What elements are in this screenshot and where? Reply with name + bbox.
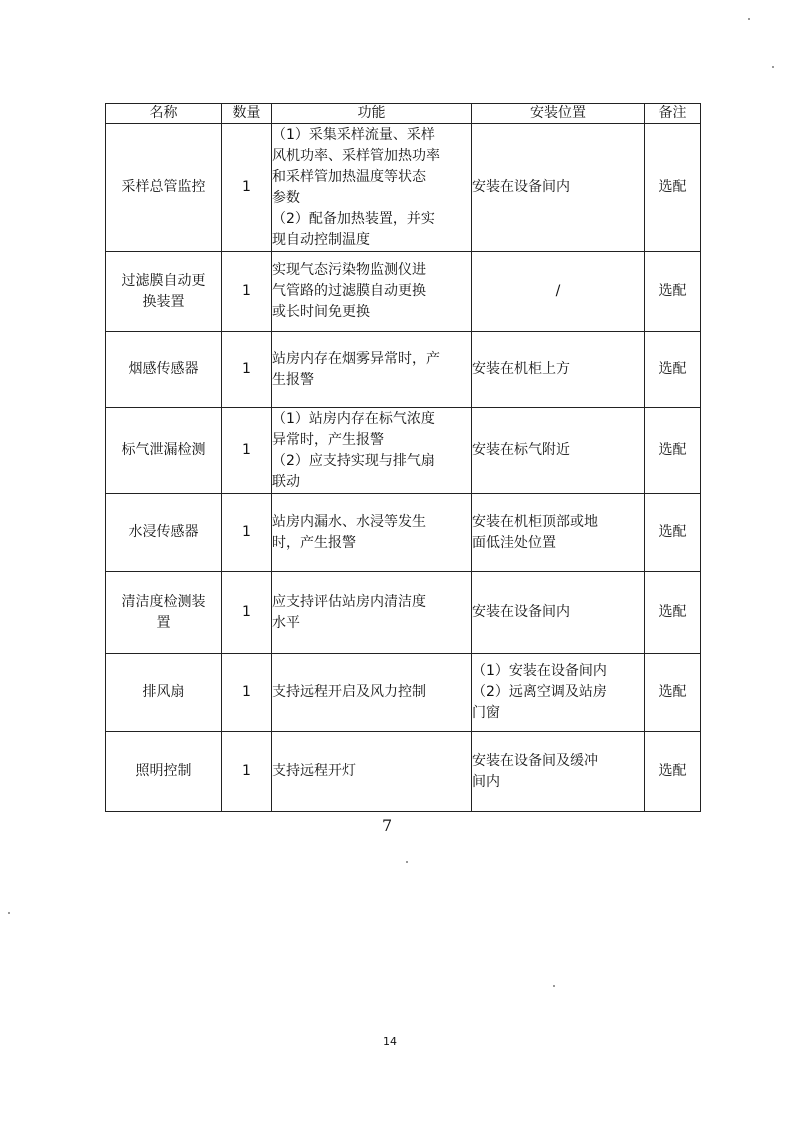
table-row	[106, 408, 701, 494]
cell-note: 选配	[645, 572, 701, 654]
table-row	[106, 732, 701, 812]
cell-qty: 1	[222, 252, 272, 332]
cell-name: 采样总管监控	[106, 124, 222, 252]
table-row	[106, 572, 701, 654]
table-row	[106, 494, 701, 572]
cell-note: 选配	[645, 332, 701, 408]
equipment-table	[105, 103, 701, 812]
cell-function: 实现气态污染物监测仪进 气管路的过滤膜自动更换 或长时间免更换	[272, 252, 472, 332]
scan-speck	[406, 861, 408, 863]
footer-page-number: 14	[383, 1035, 397, 1048]
cell-note: 选配	[645, 408, 701, 494]
header-function: 功能	[272, 104, 472, 124]
cell-function: 站房内存在烟雾异常时，产 生报警	[272, 332, 472, 408]
cell-name: 照明控制	[106, 732, 222, 812]
cell-location: 安装在机柜上方	[472, 332, 645, 408]
scan-speck	[553, 985, 555, 987]
cell-location: 安装在设备间内	[472, 572, 645, 654]
cell-location: 安装在标气附近	[472, 408, 645, 494]
table-row	[106, 332, 701, 408]
cell-function: 支持远程开启及风力控制	[272, 654, 472, 732]
table-row	[106, 124, 701, 252]
cell-qty: 1	[222, 124, 272, 252]
cell-function: （1）站房内存在标气浓度 异常时，产生报警 （2）应支持实现与排气扇 联动	[272, 408, 472, 494]
table-row	[106, 252, 701, 332]
cell-location: 安装在机柜顶部或地 面低洼处位置	[472, 494, 645, 572]
cell-name: 标气泄漏检测	[106, 408, 222, 494]
cell-note: 选配	[645, 732, 701, 812]
cell-note: 选配	[645, 494, 701, 572]
cell-location: 安装在设备间及缓冲 间内	[472, 732, 645, 812]
cell-location: （1）安装在设备间内 （2）远离空调及站房 门窗	[472, 654, 645, 732]
scan-speck	[772, 66, 774, 68]
header-note: 备注	[645, 104, 701, 124]
table-header-row	[106, 104, 701, 124]
cell-qty: 1	[222, 408, 272, 494]
cell-function: （1）采集采样流量、采样 风机功率、采样管加热功率 和采样管加热温度等状态 参数 （2）配备加热装置，并实 现自动控制温度	[272, 124, 472, 252]
cell-function: 应支持评估站房内清洁度 水平	[272, 572, 472, 654]
cell-name: 烟感传感器	[106, 332, 222, 408]
cell-qty: 1	[222, 332, 272, 408]
cell-location: 安装在设备间内	[472, 124, 645, 252]
cell-qty: 1	[222, 732, 272, 812]
scan-speck	[748, 18, 750, 20]
header-name: 名称	[106, 104, 222, 124]
cell-note: 选配	[645, 252, 701, 332]
header-qty: 数量	[222, 104, 272, 124]
cell-qty: 1	[222, 494, 272, 572]
cell-name: 排风扇	[106, 654, 222, 732]
cell-qty: 1	[222, 654, 272, 732]
cell-location: /	[472, 252, 645, 332]
page-number: 7	[382, 816, 393, 835]
table-row	[106, 654, 701, 732]
cell-name: 水浸传感器	[106, 494, 222, 572]
header-location: 安装位置	[472, 104, 645, 124]
cell-note: 选配	[645, 124, 701, 252]
cell-qty: 1	[222, 572, 272, 654]
cell-function: 支持远程开灯	[272, 732, 472, 812]
cell-name: 过滤膜自动更 换装置	[106, 252, 222, 332]
cell-name: 清洁度检测装 置	[106, 572, 222, 654]
scan-speck	[8, 912, 10, 914]
cell-note: 选配	[645, 654, 701, 732]
cell-function: 站房内漏水、水浸等发生 时，产生报警	[272, 494, 472, 572]
